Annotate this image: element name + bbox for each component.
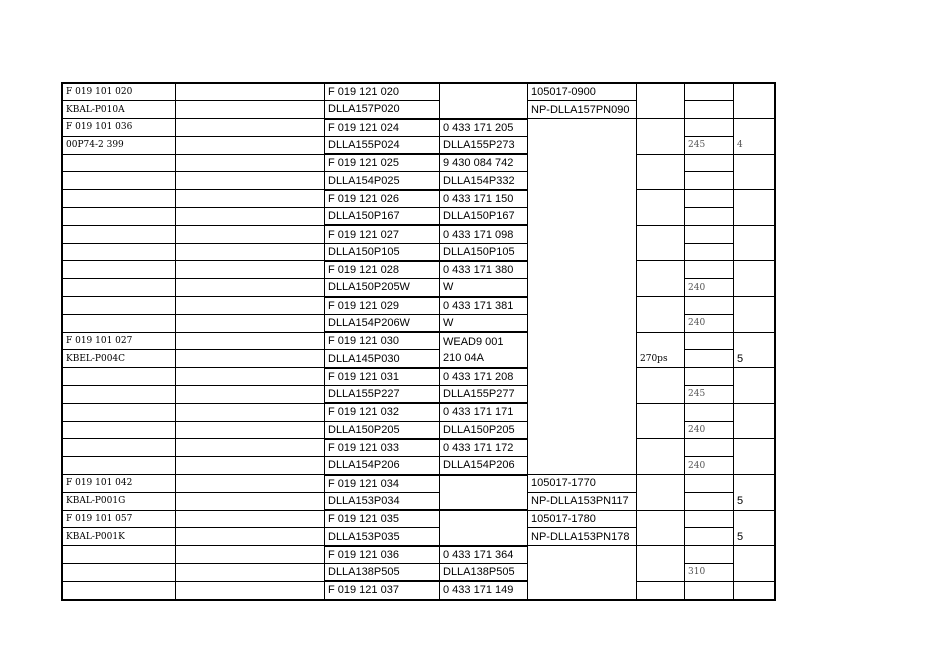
table-cell xyxy=(176,421,325,439)
table-row xyxy=(62,154,775,172)
table-cell: KBAL-P001G xyxy=(62,492,176,510)
table-cell xyxy=(637,564,685,582)
table-cell xyxy=(734,297,776,315)
table-row xyxy=(62,190,775,208)
table-cell xyxy=(637,119,685,137)
table-row xyxy=(62,136,775,154)
table-cell xyxy=(176,350,325,368)
table-cell xyxy=(734,368,776,386)
table-cell xyxy=(528,403,637,421)
table-cell xyxy=(685,528,734,546)
table-cell: DLLA150P205W xyxy=(325,279,440,297)
table-cell: 270ps xyxy=(637,350,685,368)
table-cell xyxy=(734,314,776,332)
table-cell xyxy=(62,546,176,564)
table-cell xyxy=(734,564,776,582)
table-cell: DLLA155P273 xyxy=(440,136,528,154)
table-cell: DLLA154P025 xyxy=(325,172,440,190)
table-cell: DLLA138P505 xyxy=(440,564,528,582)
table-cell xyxy=(176,368,325,386)
table-row xyxy=(62,101,775,119)
table-cell xyxy=(734,386,776,404)
table-cell xyxy=(734,439,776,457)
table-cell: DLLA150P105 xyxy=(325,243,440,261)
table-cell xyxy=(62,439,176,457)
table-cell xyxy=(176,439,325,457)
table-cell: DLLA150P205 xyxy=(440,421,528,439)
table-cell xyxy=(62,225,176,243)
table-cell: 4 xyxy=(734,136,776,154)
table-cell xyxy=(528,564,637,582)
table-cell xyxy=(440,101,528,119)
table-cell xyxy=(685,546,734,564)
table-cell: WEAD9 001 xyxy=(440,332,528,350)
table-cell xyxy=(176,314,325,332)
table-cell: DLLA153P034 xyxy=(325,492,440,510)
table-row xyxy=(62,208,775,226)
table-cell xyxy=(176,403,325,421)
table-row xyxy=(62,581,775,599)
table-cell: 9 430 084 742 xyxy=(440,154,528,172)
table-cell xyxy=(176,581,325,599)
table-cell xyxy=(528,457,637,475)
table-cell: 310 xyxy=(685,564,734,582)
table-cell: 5 xyxy=(734,528,776,546)
table-cell xyxy=(528,225,637,243)
table-cell: 245 xyxy=(685,136,734,154)
table-cell: DLLA150P105 xyxy=(440,243,528,261)
table-cell: 0 433 171 171 xyxy=(440,403,528,421)
table-cell: DLLA155P227 xyxy=(325,386,440,404)
table-cell xyxy=(685,261,734,279)
table-row xyxy=(62,403,775,421)
table-row xyxy=(62,386,775,404)
table-cell xyxy=(685,172,734,190)
table-cell: W xyxy=(440,314,528,332)
table-cell xyxy=(637,403,685,421)
table-cell xyxy=(528,314,637,332)
table-cell: F 019 121 034 xyxy=(325,475,440,493)
table-cell xyxy=(637,581,685,599)
table-cell xyxy=(637,261,685,279)
table-cell: 0 433 171 098 xyxy=(440,225,528,243)
table-cell xyxy=(637,136,685,154)
table-cell xyxy=(62,172,176,190)
table-cell xyxy=(528,208,637,226)
table-row xyxy=(62,475,775,493)
table-cell xyxy=(637,314,685,332)
table-cell xyxy=(637,457,685,475)
table-cell xyxy=(637,510,685,528)
table-cell xyxy=(176,546,325,564)
table-cell xyxy=(734,190,776,208)
table-row xyxy=(62,314,775,332)
table-row xyxy=(62,119,775,137)
table-cell: F 019 121 024 xyxy=(325,119,440,137)
table-cell xyxy=(176,154,325,172)
table-cell: 5 xyxy=(734,350,776,368)
table-cell xyxy=(62,457,176,475)
table-cell xyxy=(685,154,734,172)
table-cell: 00P74-2 399 xyxy=(62,136,176,154)
table-cell xyxy=(176,172,325,190)
table-cell xyxy=(176,208,325,226)
table-cell xyxy=(734,457,776,475)
table-cell xyxy=(734,83,776,101)
table-cell xyxy=(685,101,734,119)
table-cell xyxy=(62,190,176,208)
table-cell: F 019 101 042 xyxy=(62,475,176,493)
table-cell xyxy=(528,136,637,154)
table-cell: F 019 121 031 xyxy=(325,368,440,386)
table-cell xyxy=(440,510,528,528)
table-cell xyxy=(637,208,685,226)
table-cell xyxy=(734,243,776,261)
table-cell xyxy=(637,279,685,297)
table-row xyxy=(62,457,775,475)
table-row xyxy=(62,492,775,510)
table-cell: 245 xyxy=(685,386,734,404)
table-row xyxy=(62,546,775,564)
table-cell: F 019 121 025 xyxy=(325,154,440,172)
table-cell: F 019 121 026 xyxy=(325,190,440,208)
table-cell xyxy=(637,243,685,261)
table-row xyxy=(62,510,775,528)
table-cell: KBAL-P010A xyxy=(62,101,176,119)
table-cell: W xyxy=(440,279,528,297)
table-row xyxy=(62,528,775,546)
table-cell xyxy=(734,546,776,564)
table-cell xyxy=(685,350,734,368)
table-cell: 0 433 171 149 xyxy=(440,581,528,599)
table-cell xyxy=(176,119,325,137)
table-cell xyxy=(62,386,176,404)
table-cell xyxy=(176,475,325,493)
table-cell: DLLA157P020 xyxy=(325,101,440,119)
table-cell xyxy=(440,492,528,510)
table-cell xyxy=(62,403,176,421)
table-cell xyxy=(637,190,685,208)
table-cell: F 019 121 037 xyxy=(325,581,440,599)
table-cell: 0 433 171 205 xyxy=(440,119,528,137)
table-cell xyxy=(734,119,776,137)
table-cell: 105017-1770 xyxy=(528,475,637,493)
table-cell: F 019 101 020 xyxy=(62,83,176,101)
table-cell xyxy=(176,492,325,510)
table-cell xyxy=(734,225,776,243)
table-cell: DLLA154P332 xyxy=(440,172,528,190)
table-cell xyxy=(176,510,325,528)
table-cell xyxy=(734,279,776,297)
table-cell xyxy=(734,154,776,172)
table-cell: KBAL-P001K xyxy=(62,528,176,546)
table-cell xyxy=(685,243,734,261)
table-cell xyxy=(528,243,637,261)
table-row xyxy=(62,83,775,101)
table-cell: F 019 121 036 xyxy=(325,546,440,564)
table-cell xyxy=(528,154,637,172)
table-cell xyxy=(734,101,776,119)
table-cell xyxy=(637,475,685,493)
table-cell xyxy=(637,154,685,172)
table-cell: 240 xyxy=(685,457,734,475)
table-cell xyxy=(637,368,685,386)
table-cell xyxy=(176,243,325,261)
table-cell xyxy=(528,332,637,350)
table-cell xyxy=(637,546,685,564)
table-cell xyxy=(637,101,685,119)
table-cell: F 019 121 032 xyxy=(325,403,440,421)
table-cell: F 019 121 030 xyxy=(325,332,440,350)
table-cell: 0 433 171 381 xyxy=(440,297,528,315)
table-cell xyxy=(62,564,176,582)
table-cell xyxy=(528,350,637,368)
table-row xyxy=(62,564,775,582)
table-cell xyxy=(637,386,685,404)
table-cell: 240 xyxy=(685,314,734,332)
table-cell: 0 433 171 172 xyxy=(440,439,528,457)
table-cell xyxy=(62,279,176,297)
table-cell xyxy=(637,332,685,350)
table-cell: DLLA154P206 xyxy=(325,457,440,475)
table-cell xyxy=(62,368,176,386)
table-cell xyxy=(440,83,528,101)
table-cell: DLLA150P205 xyxy=(325,421,440,439)
table-cell xyxy=(528,581,637,599)
table-cell: DLLA155P024 xyxy=(325,136,440,154)
table-cell: DLLA154P206 xyxy=(440,457,528,475)
table-cell xyxy=(528,297,637,315)
table-cell xyxy=(734,510,776,528)
table-cell: 240 xyxy=(685,421,734,439)
table-cell: F 019 121 033 xyxy=(325,439,440,457)
table-cell xyxy=(176,136,325,154)
table-cell xyxy=(62,261,176,279)
table-row xyxy=(62,172,775,190)
table-cell xyxy=(685,581,734,599)
table-row xyxy=(62,279,775,297)
table-cell xyxy=(734,421,776,439)
table-cell xyxy=(685,332,734,350)
table-cell xyxy=(685,510,734,528)
table-cell xyxy=(176,190,325,208)
table-cell xyxy=(176,457,325,475)
table-cell xyxy=(528,546,637,564)
table-cell xyxy=(637,225,685,243)
table-cell xyxy=(528,279,637,297)
table-cell xyxy=(685,297,734,315)
table-cell: 5 xyxy=(734,492,776,510)
table-cell xyxy=(176,332,325,350)
table-cell xyxy=(637,421,685,439)
table-cell xyxy=(176,83,325,101)
table-cell xyxy=(637,528,685,546)
parts-table-body xyxy=(62,83,775,600)
table-row xyxy=(62,297,775,315)
table-cell xyxy=(685,225,734,243)
table-cell xyxy=(62,421,176,439)
table-cell xyxy=(528,368,637,386)
table-cell xyxy=(528,439,637,457)
table-cell xyxy=(440,475,528,493)
table-cell xyxy=(62,154,176,172)
table-cell xyxy=(176,297,325,315)
table-cell: 0 433 171 208 xyxy=(440,368,528,386)
table-cell xyxy=(176,564,325,582)
table-cell: 240 xyxy=(685,279,734,297)
table-row xyxy=(62,421,775,439)
table-cell: 0 433 171 380 xyxy=(440,261,528,279)
table-cell xyxy=(440,528,528,546)
parts-table xyxy=(61,82,776,601)
table-cell xyxy=(62,297,176,315)
table-cell: F 019 121 027 xyxy=(325,225,440,243)
table-cell xyxy=(685,83,734,101)
table-cell: F 019 121 020 xyxy=(325,83,440,101)
table-cell: F 019 101 036 xyxy=(62,119,176,137)
table-cell xyxy=(62,243,176,261)
table-cell: F 019 101 027 xyxy=(62,332,176,350)
table-cell xyxy=(176,528,325,546)
table-cell xyxy=(734,208,776,226)
table-cell xyxy=(528,119,637,137)
table-row xyxy=(62,368,775,386)
table-cell xyxy=(734,475,776,493)
table-cell xyxy=(734,172,776,190)
table-cell: F 019 121 029 xyxy=(325,297,440,315)
table-cell xyxy=(734,403,776,421)
table-cell xyxy=(685,475,734,493)
table-row xyxy=(62,225,775,243)
table-cell xyxy=(685,190,734,208)
table-row xyxy=(62,243,775,261)
table-cell: NP-DLLA153PN178 xyxy=(528,528,637,546)
table-cell xyxy=(176,225,325,243)
table-cell xyxy=(685,403,734,421)
table-cell xyxy=(528,261,637,279)
table-cell: DLLA153P035 xyxy=(325,528,440,546)
table-cell: DLLA145P030 xyxy=(325,350,440,368)
table-cell: F 019 101 057 xyxy=(62,510,176,528)
table-cell: F 019 121 028 xyxy=(325,261,440,279)
table-cell: DLLA155P277 xyxy=(440,386,528,404)
table-cell: KBEL-P004C xyxy=(62,350,176,368)
table-cell: DLLA138P505 xyxy=(325,564,440,582)
table-cell xyxy=(62,581,176,599)
table-cell: 210 04A xyxy=(440,350,528,368)
table-cell xyxy=(685,439,734,457)
table-cell xyxy=(62,314,176,332)
table-cell: F 019 121 035 xyxy=(325,510,440,528)
table-cell: 105017-0900 xyxy=(528,83,637,101)
table-cell xyxy=(637,172,685,190)
table-cell: 0 433 171 364 xyxy=(440,546,528,564)
table-cell xyxy=(734,581,776,599)
table-cell xyxy=(685,119,734,137)
table-row xyxy=(62,350,775,368)
table-cell xyxy=(637,492,685,510)
table-cell xyxy=(528,172,637,190)
table-cell xyxy=(637,83,685,101)
table-cell xyxy=(528,386,637,404)
table-cell: DLLA154P206W xyxy=(325,314,440,332)
table-cell xyxy=(734,261,776,279)
table-cell: NP-DLLA157PN090 xyxy=(528,101,637,119)
table-cell xyxy=(685,368,734,386)
table-cell: NP-DLLA153PN117 xyxy=(528,492,637,510)
table-cell: DLLA150P167 xyxy=(440,208,528,226)
table-cell: DLLA150P167 xyxy=(325,208,440,226)
table-row xyxy=(62,261,775,279)
table-cell xyxy=(637,439,685,457)
table-cell xyxy=(685,492,734,510)
table-cell xyxy=(528,421,637,439)
table-row xyxy=(62,332,775,350)
table-cell xyxy=(176,386,325,404)
table-cell xyxy=(528,190,637,208)
table-cell: 105017-1780 xyxy=(528,510,637,528)
table-cell xyxy=(176,261,325,279)
table-cell xyxy=(176,101,325,119)
table-cell xyxy=(685,208,734,226)
table-row xyxy=(62,439,775,457)
table-cell xyxy=(637,297,685,315)
table-cell xyxy=(176,279,325,297)
table-cell: 0 433 171 150 xyxy=(440,190,528,208)
table-cell xyxy=(62,208,176,226)
table-cell xyxy=(734,332,776,350)
